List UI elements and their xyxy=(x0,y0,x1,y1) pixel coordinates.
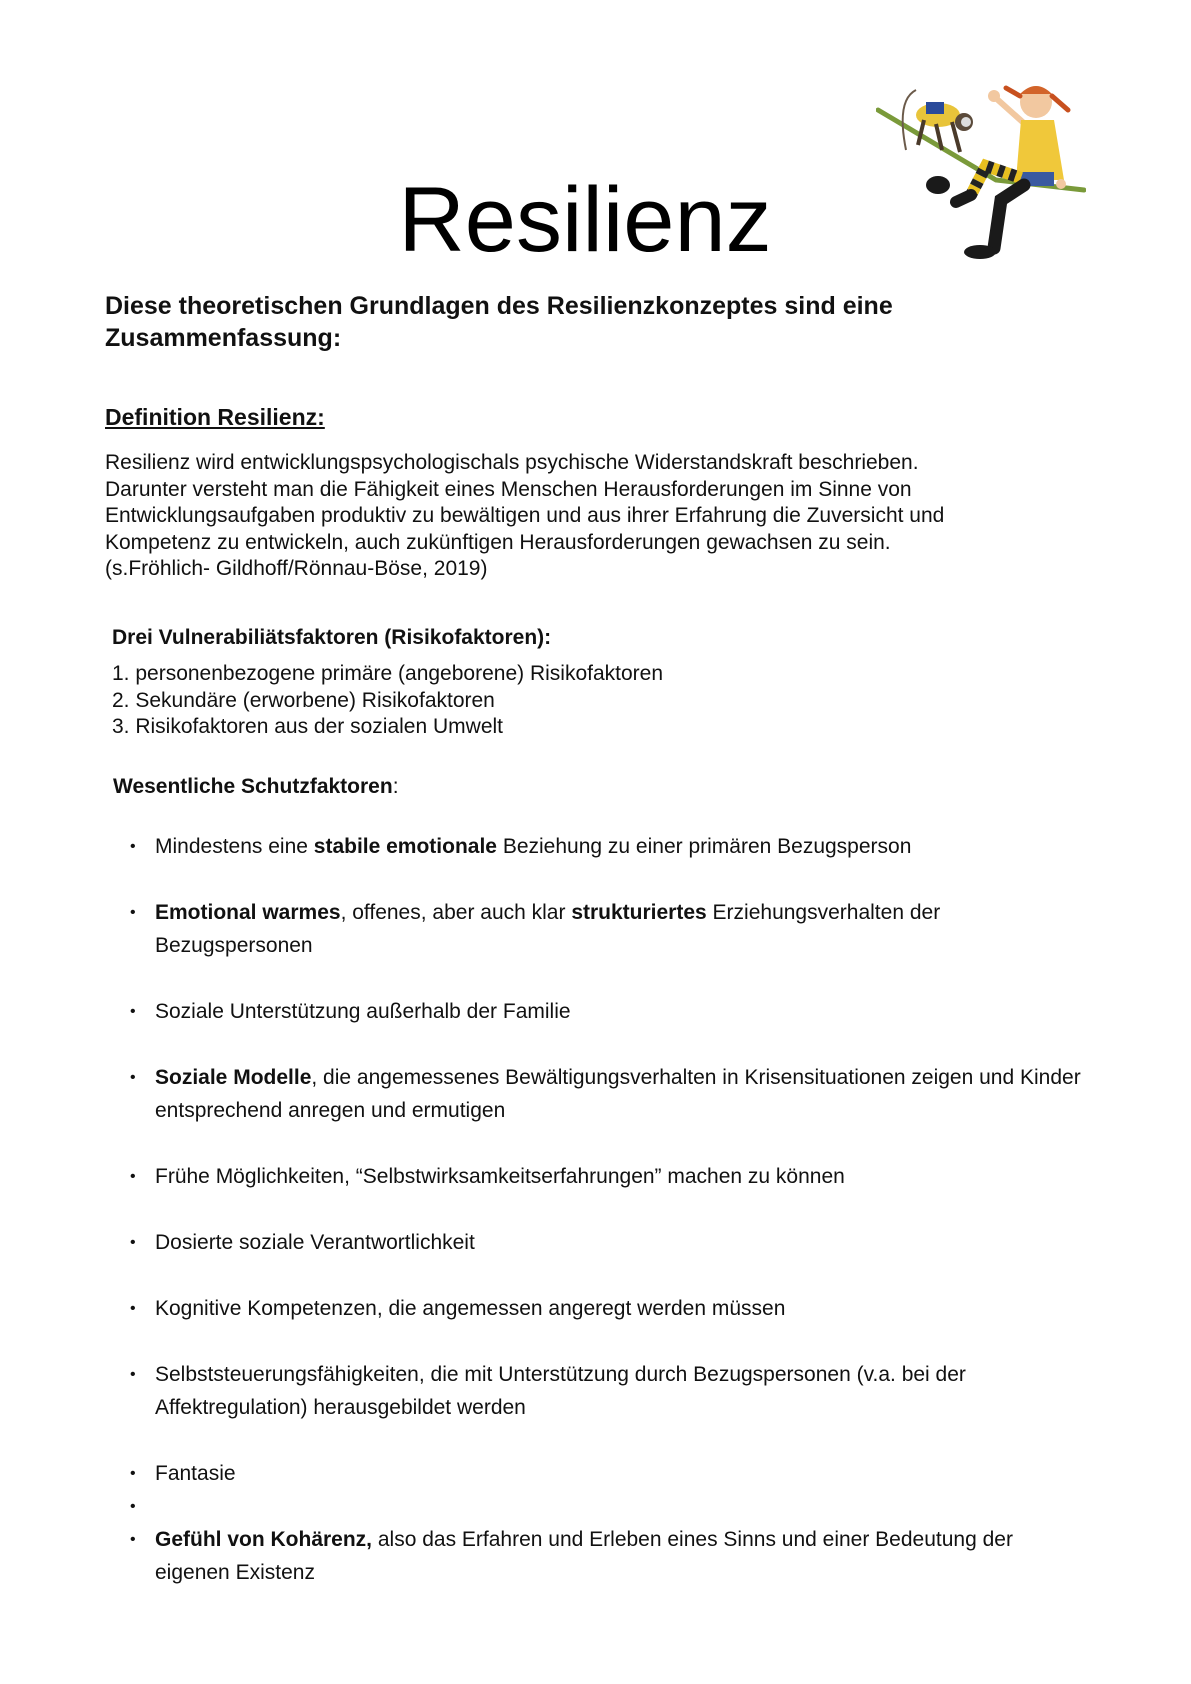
bullet-icon: • xyxy=(130,1234,136,1251)
bullet-icon: • xyxy=(130,904,136,921)
definition-heading: Definition Resilienz: xyxy=(105,404,325,430)
protective-heading-label: Wesentliche Schutzfaktoren xyxy=(113,775,393,798)
list-item: • Kognitive Kompetenzen, die angemessen angeregt werden müssen xyxy=(128,1292,1088,1325)
list-item-empty xyxy=(128,1490,1088,1523)
pippi-illustration-image xyxy=(876,70,1086,260)
list-item: • Mindestens eine stabile emotionale Beziehung zu einer primären Bezugsperson xyxy=(128,830,1088,863)
list-item: 1. personenbezogene primäre (angeborene) Risikofaktoren xyxy=(112,662,664,685)
list-item: • Selbststeuerungsfähigkeiten, die mit Unterstützung durch Bezugspersonen (v.a. bei der Affektregulation) herausgebildet werden xyxy=(128,1358,1088,1424)
bullet-icon: • xyxy=(130,1300,136,1317)
vulnerability-heading: Drei Vulnerabiliätsfaktoren (Risikofaktoren): xyxy=(112,626,552,649)
protective-heading xyxy=(113,773,399,801)
bullet-icon: • xyxy=(130,838,136,855)
list-item: • Fantasie xyxy=(128,1457,1088,1490)
bullet-icon: • xyxy=(130,1498,136,1515)
bullet-icon: • xyxy=(130,1069,136,1086)
bullet-icon: • xyxy=(130,1003,136,1020)
document-subtitle: Diese theoretischen Grundlagen des Resilienzkonzeptes sind eine Zusammenfassung: xyxy=(105,292,893,352)
list-item: • Soziale Modelle, die angemessenes Bewältigungsverhalten in Krisensituationen zeigen und Kinder entsprechend anregen und ermutigen xyxy=(128,1061,1088,1127)
vulnerability-list xyxy=(112,661,663,741)
bullet-icon: • xyxy=(130,1465,136,1482)
protective-heading-colon: : xyxy=(392,775,399,798)
definition-text: Resilienz wird entwicklungspsychologischals psychische Widerstandskraft beschrieben. Darunter versteht man die Fähigkeit eines Menschen Herausforderungen im Sinne von Entwicklungsaufgaben produktiv zu bewältigen und aus ihrer Erfahrung die Zuversicht und Kompetenz zu entwickeln, auch zukünftigen Herausforderungen gewachsen zu sein. (s.Fröhlich- Gildhoff/Rönnau-Böse, 2019) xyxy=(105,451,945,580)
list-item: 3. Risikofaktoren aus der sozialen Umwelt xyxy=(112,715,504,738)
list-item: 2. Sekundäre (erworbene) Risikofaktoren xyxy=(112,688,495,712)
bullet-icon: • xyxy=(130,1531,136,1548)
bullet-icon: • xyxy=(130,1168,136,1185)
list-item: • Frühe Möglichkeiten, “Selbstwirksamkeitserfahrungen” machen zu können xyxy=(128,1160,1088,1193)
list-item: • Gefühl von Kohärenz, also das Erfahren und Erleben eines Sinns und einer Bedeutung der eigenen Existenz xyxy=(128,1523,1088,1589)
list-item: • Emotional warmes, offenes, aber auch klar strukturiertes Erziehungsverhalten der Bezugspersonen xyxy=(128,896,1088,962)
protective-list xyxy=(128,830,1088,1622)
bullet-icon: • xyxy=(130,1366,136,1383)
list-item: • Soziale Unterstützung außerhalb der Familie xyxy=(128,995,1088,1028)
list-item: • Dosierte soziale Verantwortlichkeit xyxy=(128,1226,1088,1259)
page-title: Resilienz xyxy=(398,168,772,271)
